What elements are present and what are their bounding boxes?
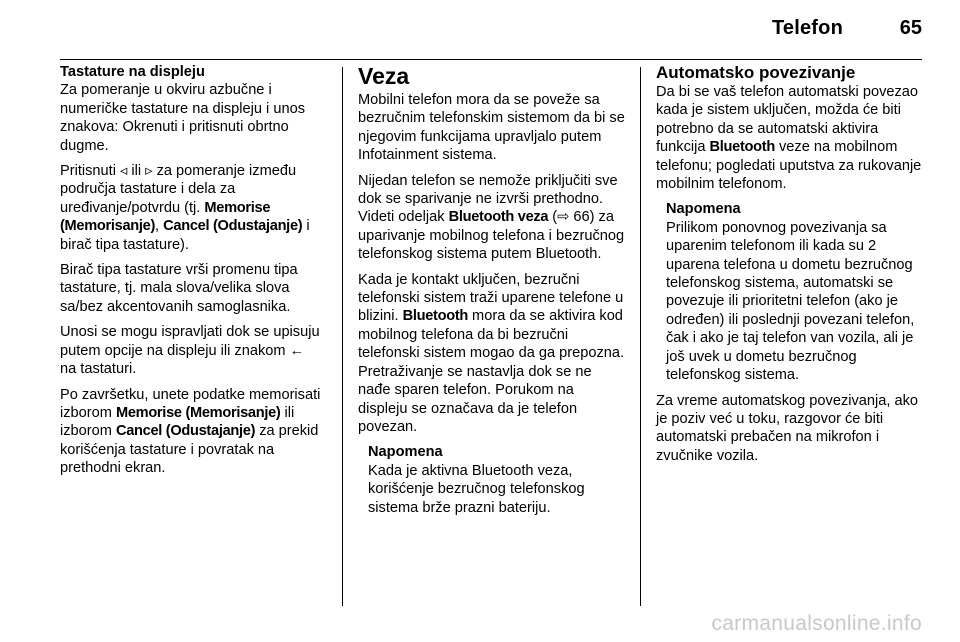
text-run: Da bi se vaš telefon automatski povezao kada je sistem uključen, možda će biti potrebno da se automatski aktivira funkcija: [656, 84, 919, 156]
column-divider-2: [640, 67, 641, 606]
connection-note: [368, 443, 626, 517]
keyboard-paragraph-1: Za pomeranje u okviru azbučne i numeričke tastature na displeju i unos znakova: Okrenuti i pritisnuti obrtno dugme.: [60, 82, 305, 154]
page-number: 65: [899, 17, 922, 39]
connection-title: Veza: [358, 63, 410, 89]
text-run: za prekid korišćenja tastature i povratak na prethodni ekran.: [60, 423, 319, 477]
note-text: Kada je aktivna Bluetooth veza, korišćenje bezručnog telefonskog sistema brže prazni bateriju.: [368, 462, 585, 516]
text-run: Nijedan telefon se nemože priključiti sve dok se sparivanje ne izvrši prethodno. Videti odeljak: [358, 172, 618, 226]
text-run: za pomeranje između područja tastature i dela za uređivanje/potvrdu (tj.: [60, 163, 297, 216]
text-run: 66) za uparivanje mobilnog telefona i bezručnog telefonskog sistema putem Bluetooth.: [358, 209, 625, 263]
chapter-title: Telefon: [771, 17, 843, 39]
keyboard-paragraph-2: [60, 162, 324, 254]
note-title: Napomena: [368, 444, 443, 461]
connection-paragraph-3: [358, 271, 626, 437]
text-run: mora da se aktivira kod mobilnog telefona da bi bezručni telefonski sistem mogao da ga prepozna. Pretraživanje se nastavlja dok se ne nađe sparen telefon. Porukom na displeju se označava da je telefon povezan.: [358, 308, 625, 435]
bluetooth-label: Bluetooth: [402, 308, 468, 325]
text-run: Kada je kontakt uključen, bezručni telefonski sistem traži uparene telefone u blizini.: [358, 271, 624, 325]
memorise-label: Memorise (Memorisanje): [115, 404, 281, 421]
arrow-left-icon: ←: [289, 342, 305, 359]
auto-connect-note: [666, 200, 926, 384]
text-run: ili izborom: [60, 404, 295, 440]
text-run: Pritisnuti: [60, 163, 121, 180]
keyboard-paragraph-4: [60, 323, 324, 378]
text-run: Po završetku, unete podatke memorisati izborom: [60, 386, 321, 421]
text-run: i birač tipa tastature).: [60, 218, 310, 253]
connection-paragraph-1: Mobilni telefon mora da se poveže sa bezručnim telefonskim sistemom da bi se njegovim funkcijama upravljalo putem Infotainment sistema.: [358, 92, 625, 164]
auto-connect-paragraph-1: [656, 83, 926, 193]
text-run: ili: [127, 163, 146, 180]
connection-paragraph-2: [358, 172, 626, 264]
keyboard-heading: Tastature na displeju: [60, 64, 205, 80]
watermark: carmanualsonline.info: [711, 612, 922, 635]
text-run: (: [548, 209, 558, 226]
text-run: na tastaturi.: [60, 361, 137, 378]
page-reference-icon: ⇨: [557, 209, 570, 226]
column-connection: [358, 60, 626, 524]
bluetooth-label: Bluetooth: [709, 139, 775, 156]
keyboard-paragraph-5: [60, 386, 324, 478]
auto-connect-paragraph-2: Za vreme automatskog povezivanja, ako je poziv već u toku, razgovor će biti automatski prebačen na mikrofon i zvučnike vozila.: [656, 392, 919, 464]
cancel-label: Cancel (Odustajanje): [115, 423, 256, 440]
column-keyboard: [60, 60, 324, 485]
text-run: veze na mobilnom telefonu; pogledati uputstva za rukovanje mobilnim telefonom.: [656, 139, 922, 193]
cancel-label: Cancel (Odustajanje): [163, 218, 303, 235]
keyboard-paragraph-3: Birač tipa tastature vrši promenu tipa tastature, tj. mala slova/velika slova sa/bez akcentovanih samoglasnika.: [60, 262, 298, 315]
page-header: [0, 0, 960, 60]
text-run: Unosi se mogu ispravljati dok se upisuju putem opcije na displeju ili znakom: [60, 324, 320, 359]
column-divider-1: [342, 67, 343, 606]
note-text: Prilikom ponovnog povezivanja sa uparenim telefonom ili kada su 2 uparena telefona u dometu bezručnog telefonskog sistema, automatski se povezuje ili prioritetni telefon (ako je određen) ili poslednji povezani telefon, čak i ako je taj telefon van vozila, ali je još uvek u dometu bezručnog telefonskog sistema.: [666, 219, 915, 384]
text-run: ,: [155, 218, 164, 235]
auto-connect-title: Automatsko povezivanje: [656, 63, 856, 82]
memorise-label: Memorise (Memorisanje): [60, 199, 271, 235]
triangle-left-icon: ◃: [120, 163, 128, 180]
note-title: Napomena: [666, 201, 741, 218]
column-auto-connect: [656, 60, 926, 472]
bluetooth-connection-link: Bluetooth veza: [448, 209, 549, 226]
triangle-right-icon: ▹: [145, 163, 153, 180]
